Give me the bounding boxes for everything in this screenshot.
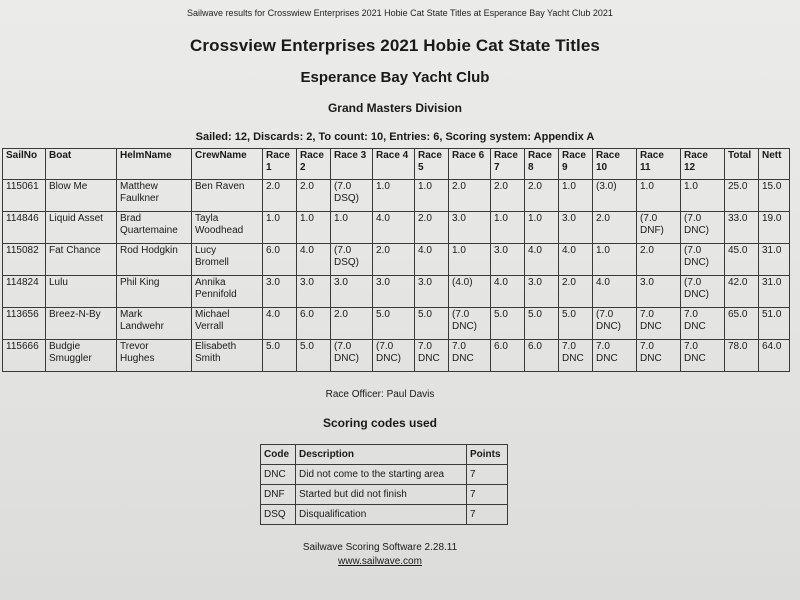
results-cell: 7.0 DNC [681,308,725,340]
results-cell: Lulu [46,276,117,308]
results-cell: 1.0 [681,180,725,212]
results-cell: 2.0 [491,180,525,212]
results-cell: 1.0 [637,180,681,212]
results-cell: 7.0 DNC [449,340,491,372]
results-cell: 65.0 [725,308,759,340]
document-title: Crossview Enterprises 2021 Hobie Cat State Titles [190,36,600,55]
results-cell: Mark Landwehr [117,308,192,340]
results-cell: (7.0 DSQ) [331,244,373,276]
results-cell: 7.0 DNC [593,340,637,372]
results-cell: Matthew Faulkner [117,180,192,212]
results-cell: Michael Verrall [192,308,263,340]
codes-header-row [261,445,508,465]
results-cell: 3.0 [331,276,373,308]
results-header-17: Nett [759,149,790,180]
results-header-7: Race 4 [373,149,415,180]
results-header-2: HelmName [117,149,192,180]
results-cell: 7.0 DNC [637,340,681,372]
results-cell: Trevor Hughes [117,340,192,372]
results-row [3,244,790,276]
results-cell: 1.0 [415,180,449,212]
results-cell: 2.0 [415,212,449,244]
results-cell: 19.0 [759,212,790,244]
results-cell: Elisabeth Smith [192,340,263,372]
results-cell: 6.0 [297,308,331,340]
results-cell: (7.0 DNC) [373,340,415,372]
results-cell: 3.0 [297,276,331,308]
results-cell: (7.0 DNF) [637,212,681,244]
results-cell: 1.0 [559,180,593,212]
results-cell: 6.0 [263,244,297,276]
codes-row [261,485,508,505]
results-cell: Lucy Bromell [192,244,263,276]
results-cell: 114846 [3,212,46,244]
results-row [3,308,790,340]
results-header-10: Race 7 [491,149,525,180]
codes-header-1: Description [296,445,467,465]
results-cell: 2.0 [525,180,559,212]
results-cell: (7.0 DNC) [681,276,725,308]
results-cell: 45.0 [725,244,759,276]
results-row [3,276,790,308]
results-cell: 31.0 [759,244,790,276]
results-cell: (7.0 DSQ) [331,180,373,212]
results-cell: 6.0 [525,340,559,372]
results-cell: 5.0 [373,308,415,340]
codes-cell: Did not come to the starting area [296,465,467,485]
results-cell: 1.0 [331,212,373,244]
results-cell: 115061 [3,180,46,212]
results-cell: (3.0) [593,180,637,212]
results-cell: 4.0 [491,276,525,308]
results-cell: 4.0 [297,244,331,276]
results-cell: (7.0 DNC) [331,340,373,372]
results-cell: 1.0 [373,180,415,212]
results-cell: Blow Me [46,180,117,212]
results-cell: 2.0 [263,180,297,212]
results-header-9: Race 6 [449,149,491,180]
codes-cell: 7 [467,485,508,505]
results-cell: 4.0 [373,212,415,244]
results-cell: Breez-N-By [46,308,117,340]
codes-header-0: Code [261,445,296,465]
codes-cell: Started but did not finish [296,485,467,505]
results-cell: 2.0 [297,180,331,212]
results-cell: 33.0 [725,212,759,244]
results-cell: Phil King [117,276,192,308]
results-header-0: SailNo [3,149,46,180]
results-cell: 1.0 [263,212,297,244]
results-cell: (7.0 DNC) [449,308,491,340]
results-header-3: CrewName [192,149,263,180]
codes-header-2: Points [467,445,508,465]
results-header-14: Race 11 [637,149,681,180]
results-cell: 64.0 [759,340,790,372]
codes-body [261,465,508,525]
codes-cell: 7 [467,505,508,525]
results-cell: Ben Raven [192,180,263,212]
results-body [3,180,790,372]
results-cell: Annika Pennifold [192,276,263,308]
results-cell: 4.0 [593,276,637,308]
results-cell: 115082 [3,244,46,276]
results-cell: 3.0 [449,212,491,244]
results-cell: 1.0 [491,212,525,244]
results-cell: 3.0 [373,276,415,308]
results-cell: 42.0 [725,276,759,308]
results-header-12: Race 9 [559,149,593,180]
results-cell: 5.0 [297,340,331,372]
results-cell: 1.0 [449,244,491,276]
results-cell: 2.0 [449,180,491,212]
scoring-codes-title: Scoring codes used [322,416,438,430]
results-cell: Brad Quartemaine [117,212,192,244]
codes-cell: 7 [467,465,508,485]
results-cell: 3.0 [559,212,593,244]
results-table [2,148,790,372]
results-cell: (7.0 DNC) [593,308,637,340]
results-cell: 78.0 [725,340,759,372]
results-cell: 5.0 [415,308,449,340]
results-header-11: Race 8 [525,149,559,180]
results-cell: 2.0 [637,244,681,276]
results-cell: 114824 [3,276,46,308]
race-officer: Race Officer: Paul Davis [325,389,435,400]
results-row [3,340,790,372]
results-header-16: Total [725,149,759,180]
codes-cell: Disqualification [296,505,467,525]
results-row [3,212,790,244]
scoring-codes-table [260,444,508,525]
club-name: Esperance Bay Yacht Club [300,69,490,86]
results-header-row [3,149,790,180]
page-header-line: Sailwave results for Crosswiew Enterprises 2021 Hobie Cat State Titles at Esperance Bay Yacht Club 2021 [187,8,613,18]
results-cell: 3.0 [263,276,297,308]
results-header-15: Race 12 [681,149,725,180]
results-cell: (7.0 DNC) [681,244,725,276]
results-cell: Fat Chance [46,244,117,276]
results-cell: 4.0 [559,244,593,276]
codes-cell: DNC [261,465,296,485]
results-cell: 4.0 [263,308,297,340]
results-cell: 5.0 [525,308,559,340]
results-cell: 3.0 [415,276,449,308]
results-cell: 4.0 [525,244,559,276]
results-cell: 2.0 [373,244,415,276]
results-cell: 51.0 [759,308,790,340]
results-row [3,180,790,212]
codes-row [261,465,508,485]
results-header-4: Race 1 [263,149,297,180]
results-header-8: Race 5 [415,149,449,180]
results-cell: 25.0 [725,180,759,212]
results-header-6: Race 3 [331,149,373,180]
codes-row [261,505,508,525]
results-cell: (4.0) [449,276,491,308]
results-cell: 5.0 [491,308,525,340]
results-cell: 15.0 [759,180,790,212]
results-cell: 7.0 DNC [415,340,449,372]
results-header-13: Race 10 [593,149,637,180]
results-cell: 6.0 [491,340,525,372]
results-cell: Rod Hodgkin [117,244,192,276]
division-name: Grand Masters Division [327,101,463,115]
results-cell: 5.0 [263,340,297,372]
results-cell: 2.0 [593,212,637,244]
results-cell: 2.0 [559,276,593,308]
results-cell: 1.0 [297,212,331,244]
results-header-5: Race 2 [297,149,331,180]
results-cell: 3.0 [491,244,525,276]
codes-cell: DNF [261,485,296,505]
results-cell: 4.0 [415,244,449,276]
results-cell: 1.0 [593,244,637,276]
results-cell: Budgie Smuggler [46,340,117,372]
results-cell: 7.0 DNC [637,308,681,340]
results-cell: (7.0 DNC) [681,212,725,244]
results-cell: 3.0 [525,276,559,308]
results-cell: 2.0 [331,308,373,340]
results-header-1: Boat [46,149,117,180]
series-summary: Sailed: 12, Discards: 2, To count: 10, Entries: 6, Scoring system: Appendix A [195,131,595,143]
results-cell: 7.0 DNC [559,340,593,372]
results-cell: 5.0 [559,308,593,340]
software-credit: Sailwave Scoring Software 2.28.11 [302,542,458,553]
results-cell: 3.0 [637,276,681,308]
codes-cell: DSQ [261,505,296,525]
results-cell: 115666 [3,340,46,372]
results-cell: 31.0 [759,276,790,308]
results-cell: 7.0 DNC [681,340,725,372]
website-link[interactable]: www.sailwave.com [338,556,422,567]
results-cell: 113656 [3,308,46,340]
results-cell: 1.0 [525,212,559,244]
results-cell: Liquid Asset [46,212,117,244]
results-cell: Tayla Woodhead [192,212,263,244]
